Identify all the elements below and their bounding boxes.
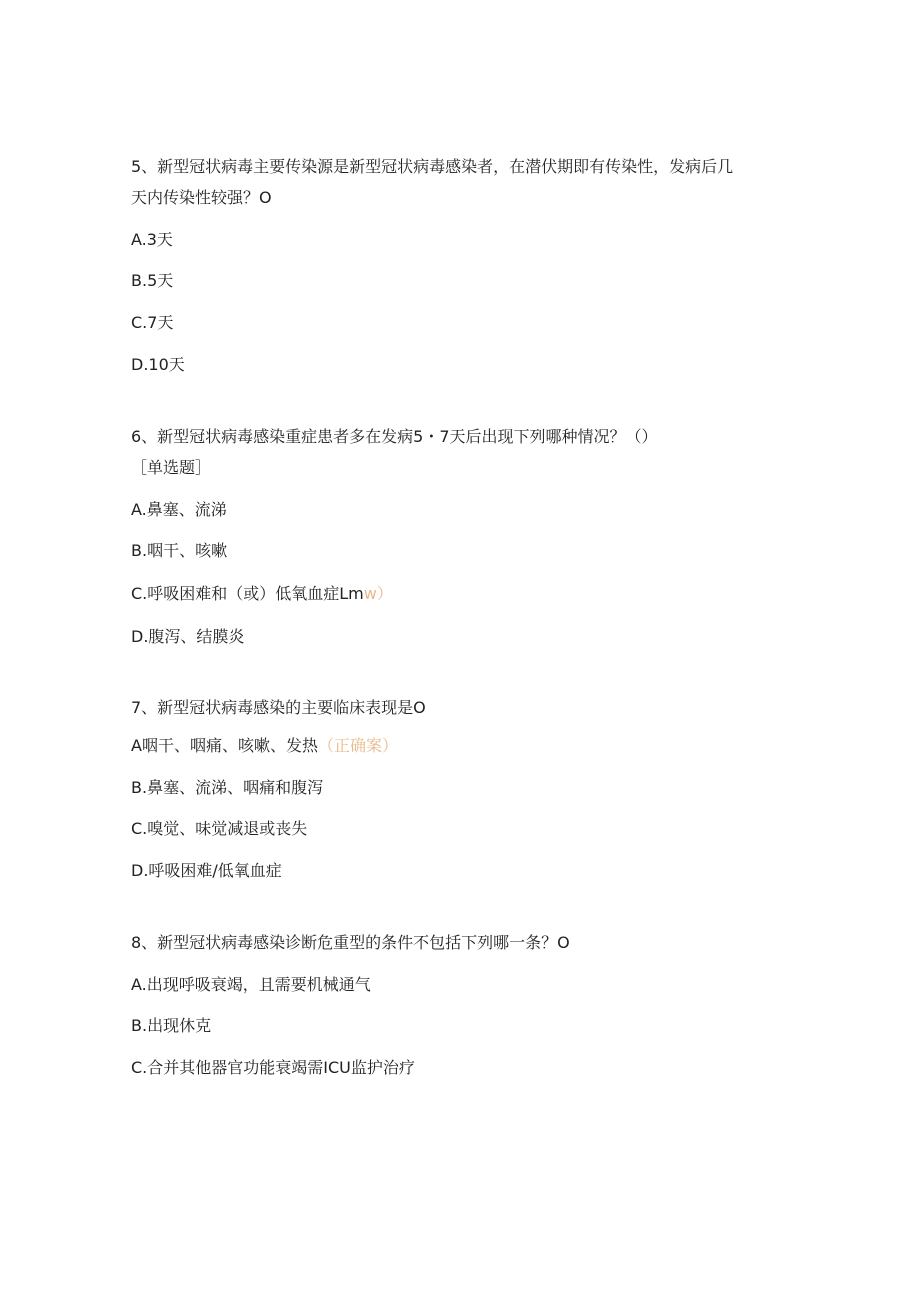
question-7-option-d: D.呼吸困难/低氧血症 — [131, 861, 282, 880]
question-5-option-b: B.5天 — [131, 271, 174, 290]
question-8-option-b: B.出现休克 — [131, 1016, 212, 1035]
question-6-option-c-highlight: w） — [363, 584, 393, 603]
question-8-text-line-1: 8、新型冠状病毒感染诊断危重型的条件不包括下列哪一条？O — [131, 933, 570, 952]
question-5-text-line-1: 5、新型冠状病毒主要传染源是新型冠状病毒感染者，在潜伏期即有传染性，发病后几 — [131, 157, 734, 176]
question-7-option-a-text: A咽干、咽痛、咳嗽、发热 — [131, 736, 318, 755]
question-7-option-b: B.鼻塞、流涕、咽痛和腹泻 — [131, 778, 324, 797]
question-7-text-line-1: 7、新型冠状病毒感染的主要临床表现是O — [131, 698, 426, 717]
question-5-option-a: A.3天 — [131, 230, 173, 249]
question-6-option-b: B.咽干、咳嗽 — [131, 541, 228, 560]
question-7-option-a — [131, 736, 398, 756]
question-5-option-c: C.7天 — [131, 313, 174, 332]
question-6-option-c — [131, 584, 393, 604]
question-6-text-line-1: 6、新型冠状病毒感染重症患者多在发病5・7天后出现下列哪种情况？（） — [131, 427, 658, 446]
question-8-option-c: C.合并其他器官功能衰竭需ICU监护治疗 — [131, 1058, 415, 1077]
question-8-option-a: A.出现呼吸衰竭，且需要机械通气 — [131, 975, 371, 994]
question-6-option-a: A.鼻塞、流涕 — [131, 500, 227, 519]
question-6-option-c-text: C.呼吸困难和（或）低氧血症Lm — [131, 584, 364, 603]
question-5-option-d: D.10天 — [131, 355, 185, 374]
question-6-text-line-2: ［单选题］ — [131, 458, 212, 477]
question-5-text-line-2: 天内传染性较强？O — [131, 188, 272, 207]
question-7-option-a-highlight: （正确案） — [317, 736, 398, 755]
question-7-option-c: C.嗅觉、味觉减退或丧失 — [131, 819, 308, 838]
question-6-option-d: D.腹泻、结膜炎 — [131, 627, 245, 646]
